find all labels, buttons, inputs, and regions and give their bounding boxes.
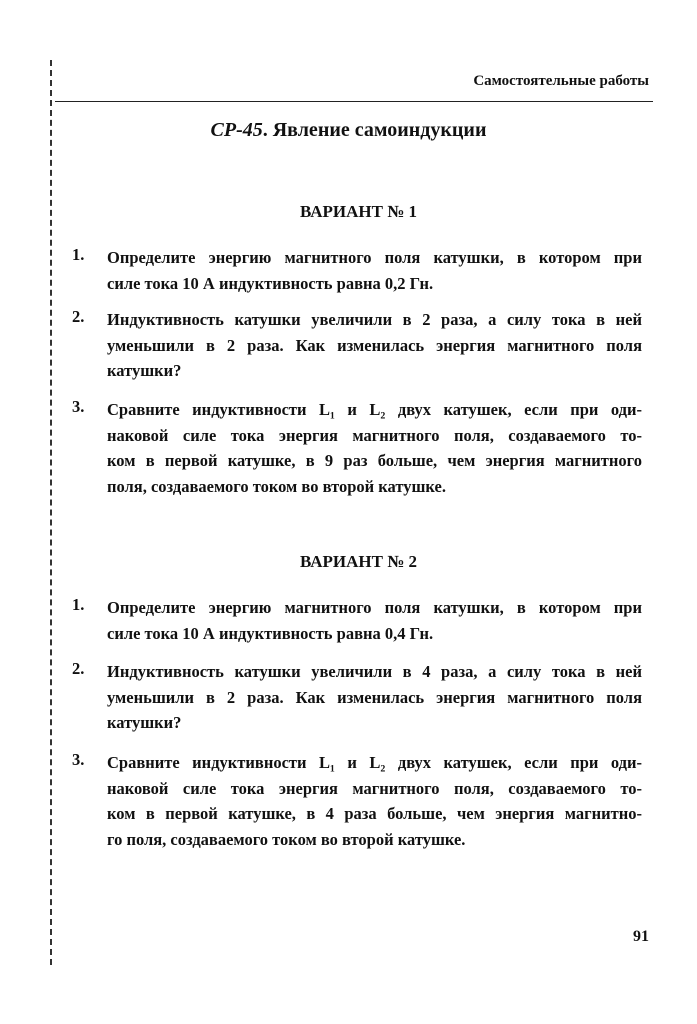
- question-number: 3.: [72, 397, 85, 416]
- question-number: 3.: [72, 750, 85, 769]
- question-text-line: силе тока 10 А индуктивность равна 0,2 Гн.: [107, 273, 434, 293]
- question-text-line: поля, создаваемого током во второй катушке.: [107, 477, 446, 497]
- question-text-line: го поля, создаваемого током во второй катушке.: [107, 830, 466, 850]
- question-text-line: катушки?: [107, 713, 182, 733]
- question-1-3: [72, 397, 642, 500]
- title-code: СР-45: [210, 119, 263, 141]
- header-rule: [55, 101, 653, 102]
- question-text-line: Индуктивность катушки увеличили в 2 раза, а силу тока в ней: [107, 310, 642, 329]
- question-1-1: [72, 245, 642, 296]
- question-2-1: [72, 595, 642, 646]
- question-2-2: [72, 659, 642, 736]
- question-text-line: Индуктивность катушки увеличили в 4 раза, а силу тока в ней: [107, 662, 642, 681]
- question-text-line: Определите энергию магнитного поля катушки, в котором при: [107, 598, 642, 617]
- page-number: 91: [633, 928, 649, 945]
- variant-2-heading: ВАРИАНТ № 2: [299, 552, 418, 571]
- question-text-line: Сравните индуктивности L₁ и L₂ двух катушек, если при оди-: [107, 753, 642, 772]
- page-title: [0, 119, 697, 142]
- running-head: Самостоятельные работы: [473, 73, 649, 89]
- question-number: 2.: [72, 307, 85, 326]
- question-text-line: ком в первой катушке, в 9 раз больше, чем энергия магнитного: [107, 451, 642, 471]
- question-text-line: уменьшили в 2 раза. Как изменилась энергия магнитного поля: [107, 687, 642, 707]
- question-text-line: катушки?: [107, 361, 182, 381]
- question-text-line: наковой силе тока энергия магнитного поля, создаваемого то-: [107, 425, 642, 445]
- question-text-line: Сравните индуктивности L₁ и L₂ двух катушек, если при оди-: [107, 400, 642, 419]
- question-text-line: уменьшили в 2 раза. Как изменилась энергия магнитного поля: [107, 335, 642, 355]
- question-1-2: [72, 307, 642, 384]
- question-2-3: [72, 750, 642, 853]
- cut-line: [50, 60, 52, 965]
- question-text-line: наковой силе тока энергия магнитного поля, создаваемого то-: [107, 778, 642, 798]
- question-text-line: ком в первой катушке, в 4 раза больше, чем энергия магнитно-: [107, 804, 642, 824]
- question-number: 2.: [72, 659, 85, 678]
- question-number: 1.: [72, 595, 85, 614]
- question-text-line: силе тока 10 А индуктивность равна 0,4 Гн.: [107, 623, 434, 643]
- question-text-line: Определите энергию магнитного поля катушки, в котором при: [107, 248, 642, 267]
- variant-1-heading: ВАРИАНТ № 1: [299, 202, 418, 221]
- question-number: 1.: [72, 245, 85, 264]
- title-text: . Явление самоиндукции: [262, 119, 487, 141]
